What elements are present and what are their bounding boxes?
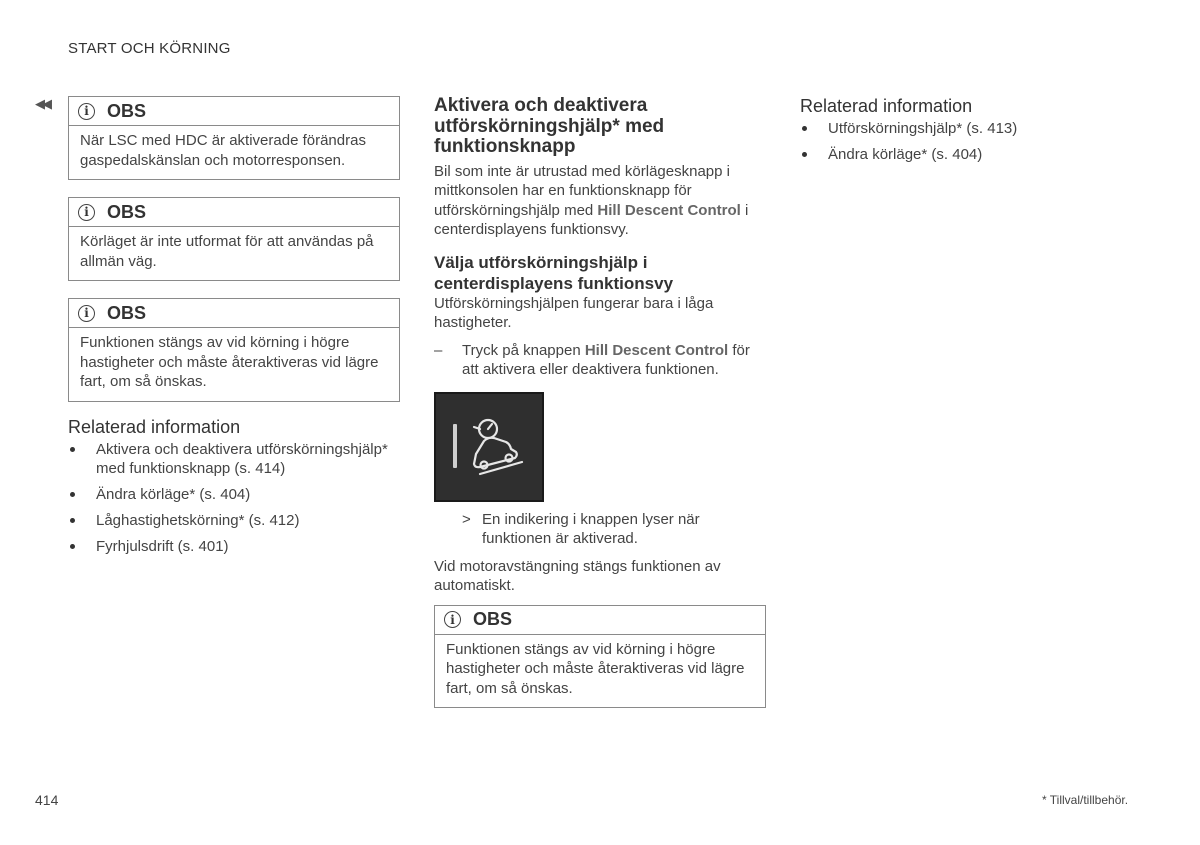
step-text: Tryck på knappen xyxy=(462,341,585,359)
related-link[interactable]: Fyrhjulsdrift (s. 401) xyxy=(68,537,400,557)
note-title: OBS xyxy=(107,302,147,323)
related-link[interactable]: Aktivera och deaktivera utförskörningshjälp* med funktionsknapp (s. 414) xyxy=(68,440,400,479)
left-column xyxy=(68,96,400,563)
subheading: Välja utförskörningshjälp i centerdisplayens funktionsvy xyxy=(434,252,674,293)
note-header xyxy=(69,198,399,227)
section-heading: Aktivera och deaktivera utförskörningshjälp* med funktionsknapp xyxy=(434,95,665,157)
right-column xyxy=(800,96,1130,171)
note-box xyxy=(434,605,766,709)
intro-text: Bil som inte är utrustad med körlägesknapp i mittkonsolen har en funktionsknapp för utförskörningshjälp med xyxy=(434,162,730,219)
note-box xyxy=(68,96,400,180)
after-paragraph: Vid motoravstängning stängs funktionen av automatiskt. xyxy=(434,557,721,594)
sub-paragraph: Utförskörningshjälpen fungerar bara i låga hastigheter. xyxy=(434,294,714,331)
related-link[interactable]: Låghastighetskörning* (s. 412) xyxy=(68,511,400,531)
previous-page-marker: ◀◀ xyxy=(35,96,49,111)
note-text: Funktionen stängs av vid körning i högre hastigheter och måste återaktiveras vid lägre fart, om så önskas. xyxy=(80,334,379,390)
related-info-list xyxy=(800,119,1130,165)
note-header xyxy=(69,97,399,126)
middle-column xyxy=(434,96,766,725)
note-title: OBS xyxy=(107,100,147,121)
intro-text-end: i centerdisplayens funktionsvy. xyxy=(434,201,749,238)
note-header xyxy=(69,299,399,328)
note-text: Funktionen stängs av vid körning i högre hastigheter och måste återaktiveras vid lägre fart, om så önskas. xyxy=(446,640,745,697)
hill-descent-label: Hill Descent Control xyxy=(584,341,729,359)
note-box xyxy=(68,197,400,281)
info-icon: i xyxy=(78,204,95,221)
intro-paragraph xyxy=(434,162,766,240)
note-box xyxy=(68,298,400,402)
step-dash: – xyxy=(434,341,443,359)
hill-descent-label: Hill Descent Control xyxy=(597,201,741,219)
info-icon: i xyxy=(78,305,95,322)
result-line xyxy=(434,510,766,549)
related-link[interactable]: Utförskörningshjälp* (s. 413) xyxy=(800,119,1130,139)
info-icon: i xyxy=(444,611,461,628)
page-number: 414 xyxy=(35,792,59,808)
note-text: När LSC med HDC är aktiverade förändras gaspedalskänslan och motorresponsen. xyxy=(80,132,366,169)
related-link[interactable]: Ändra körläge* (s. 404) xyxy=(800,145,1130,165)
instruction-step xyxy=(434,341,766,380)
result-text: En indikering i knappen lyser när funktionen är aktiverad. xyxy=(482,510,700,547)
running-header: START OCH KÖRNING xyxy=(68,40,231,57)
note-header xyxy=(435,606,765,635)
related-info-heading: Relaterad information xyxy=(68,416,241,437)
footnote: * Tillval/tillbehör. xyxy=(1042,793,1129,807)
related-link[interactable]: Ändra körläge* (s. 404) xyxy=(68,485,400,505)
related-info-list xyxy=(68,440,400,557)
note-text: Körläget är inte utformat för att användas på allmän väg. xyxy=(80,233,374,270)
note-title: OBS xyxy=(473,609,513,629)
info-icon: i xyxy=(78,103,95,120)
result-marker: > xyxy=(462,510,471,528)
note-title: OBS xyxy=(107,201,147,222)
hill-descent-control-button-image xyxy=(434,392,544,502)
step-text-end: för att aktivera eller deaktivera funktionen. xyxy=(462,341,750,378)
related-info-heading: Relaterad information xyxy=(800,96,973,116)
hill-descent-control-icon xyxy=(436,394,546,504)
